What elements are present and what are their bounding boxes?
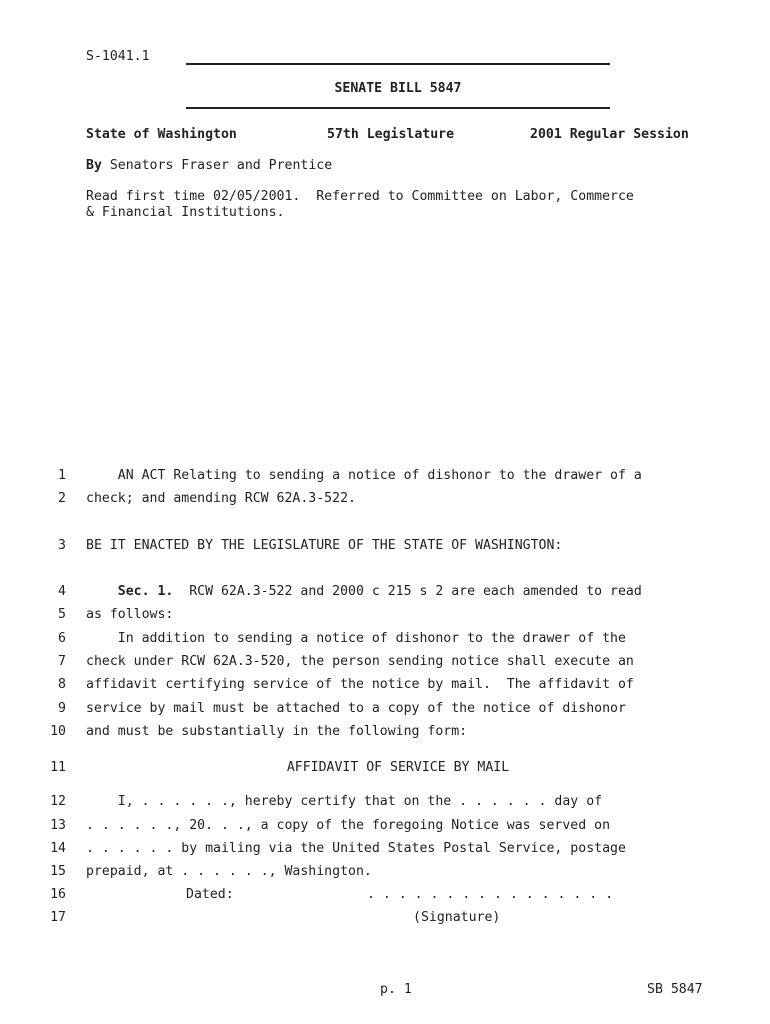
line-number: 7	[58, 654, 66, 669]
bill-line: service by mail must be attached to a copy of the notice of dishonor	[86, 701, 626, 716]
document-code: S-1041.1	[86, 49, 150, 64]
header-rule-top	[186, 63, 610, 65]
session-label: 2001 Regular Session	[530, 127, 689, 142]
line-number: 17	[50, 910, 66, 925]
line-number: 5	[58, 607, 66, 622]
bill-line: and must be substantially in the following form:	[86, 724, 468, 739]
line-number: 13	[50, 818, 66, 833]
section-label: Sec. 1.	[117, 584, 174, 599]
line-number: 11	[50, 760, 66, 775]
bill-line: prepaid, at . . . . . ., Washington.	[86, 864, 372, 879]
line-number: 6	[58, 631, 66, 646]
bill-line: check under RCW 62A.3-520, the person sending notice shall execute an	[86, 654, 634, 669]
affidavit-heading: AFFIDAVIT OF SERVICE BY MAIL	[286, 760, 510, 775]
page-number: p. 1	[380, 982, 412, 997]
bill-line: RCW 62A.3-522 and 2000 c 215 s 2 are each amended to read	[173, 584, 642, 599]
sponsor-line	[86, 158, 332, 173]
legislature-label: 57th Legislature	[327, 127, 455, 142]
reading-line-1: Read first time 02/05/2001. Referred to Committee on Labor, Commerce	[86, 189, 634, 204]
footer-bill-number: SB 5847	[647, 982, 703, 997]
bill-line: . . . . . . by mailing via the United States Postal Service, postage	[86, 841, 626, 856]
bill-line: as follows:	[86, 607, 174, 622]
bill-line: AN ACT Relating to sending a notice of dishonor to the drawer of a	[86, 468, 642, 483]
line-number: 9	[58, 701, 66, 716]
sponsors: Senators Fraser and Prentice	[109, 158, 333, 173]
by-label: By	[86, 158, 102, 173]
line-number: 12	[50, 794, 66, 809]
state-label: State of Washington	[86, 127, 237, 142]
header-rule-bottom	[186, 107, 610, 109]
reading-line-2: & Financial Institutions.	[86, 205, 285, 220]
bill-line: check; and amending RCW 62A.3-522.	[86, 491, 356, 506]
section-heading-line	[86, 584, 710, 599]
line-number: 15	[50, 864, 66, 879]
signature-label: (Signature)	[413, 910, 501, 925]
line-number: 4	[58, 584, 66, 599]
line-number: 8	[58, 677, 66, 692]
line-number: 3	[58, 538, 66, 553]
dated-label: Dated:	[186, 887, 234, 902]
line-number: 14	[50, 841, 66, 856]
line-number: 1	[58, 468, 66, 483]
bill-line: affidavit certifying service of the notice by mail. The affidavit of	[86, 677, 634, 692]
bill-line: In addition to sending a notice of dishonor to the drawer of the	[86, 631, 626, 646]
bill-title: SENATE BILL 5847	[334, 81, 462, 96]
line-number: 2	[58, 491, 66, 506]
bill-line: I, . . . . . ., hereby certify that on the . . . . . . day of	[86, 794, 603, 809]
line-number: 16	[50, 887, 66, 902]
signature-dotted-line: . . . . . . . . . . . . . . . .	[367, 887, 614, 902]
line-number: 10	[50, 724, 66, 739]
enacting-clause: BE IT ENACTED BY THE LEGISLATURE OF THE STATE OF WASHINGTON:	[86, 538, 563, 553]
bill-line: . . . . . ., 20. . ., a copy of the foregoing Notice was served on	[86, 818, 611, 833]
